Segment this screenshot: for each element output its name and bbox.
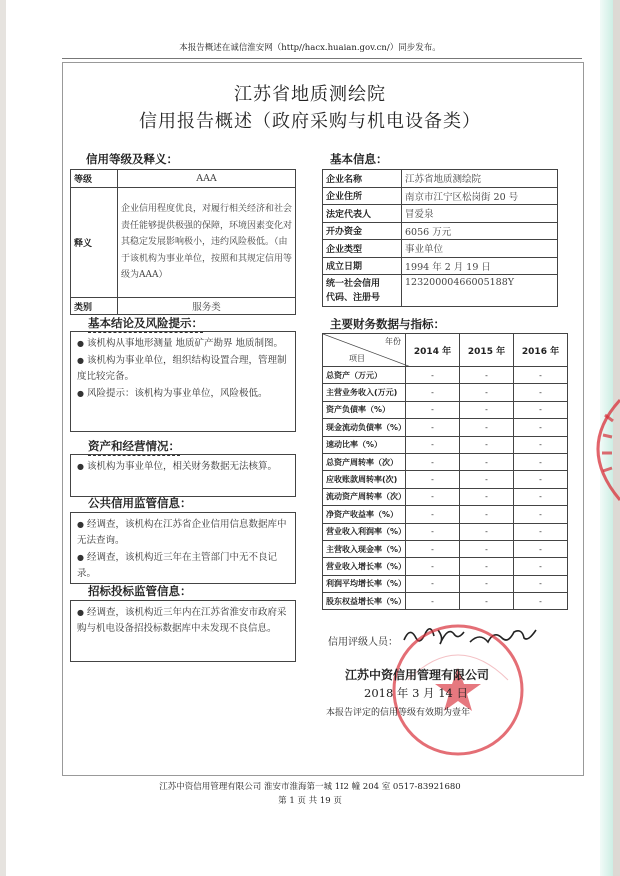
- financial-corner-cell: [323, 334, 406, 367]
- assets-item: ● 该机构为事业单位，相关财务数据无法核算。: [77, 461, 277, 472]
- financial-cell: -: [460, 575, 514, 592]
- financial-cell: -: [406, 453, 460, 470]
- financial-cell: -: [460, 453, 514, 470]
- financial-cell: -: [406, 575, 460, 592]
- financial-cell: -: [460, 558, 514, 575]
- top-rule: [62, 58, 582, 59]
- public-credit-box: [70, 512, 296, 584]
- financial-row: [323, 506, 568, 523]
- risk-item: ● 风险提示：该机构为事业单位，风险极低。: [77, 388, 268, 399]
- financial-cell: -: [514, 419, 568, 436]
- financial-row-label: 主营收入现金率（%）: [323, 540, 406, 557]
- financial-rows: [323, 367, 568, 610]
- financial-row-label: 主营业务收入(万元): [323, 384, 406, 401]
- risk-item: ● 该机构为事业单位，组织结构设置合理，管理制度比较完备。: [77, 355, 287, 382]
- credit-code-value: 12320000466005188Y: [402, 275, 558, 307]
- financial-row-label: 总资产（万元）: [323, 367, 406, 384]
- category-value: 服务类: [118, 298, 296, 315]
- financial-cell: -: [406, 419, 460, 436]
- financial-cell: -: [460, 471, 514, 488]
- financial-cell: -: [460, 488, 514, 505]
- year-header: 2015 年: [460, 334, 514, 367]
- financial-row-label: 流动资产周转率（次）: [323, 488, 406, 505]
- capital-value: 6056 万元: [402, 222, 558, 240]
- capital-label: 开办资金: [323, 222, 402, 240]
- financial-row: [323, 540, 568, 557]
- rating-date: 2018 年 3 月 14 日: [364, 686, 468, 700]
- financial-cell: -: [406, 523, 460, 540]
- legal-rep-label: 法定代表人: [323, 205, 402, 223]
- financial-cell: -: [460, 593, 514, 610]
- financial-cell: -: [514, 384, 568, 401]
- company-type-value: 事业单位: [402, 240, 558, 258]
- financial-row: [323, 575, 568, 592]
- public-credit-heading: 公共信用监管信息：: [88, 495, 192, 513]
- financial-cell: -: [406, 506, 460, 523]
- financial-cell: -: [514, 367, 568, 384]
- assets-box: [70, 454, 296, 497]
- financial-cell: -: [406, 593, 460, 610]
- company-name-label: 企业名称: [323, 170, 402, 188]
- financial-cell: -: [514, 506, 568, 523]
- credit-code-label-line1: 统一社会信用: [326, 278, 381, 289]
- risk-heading: 基本结论及风险提示：: [88, 315, 203, 333]
- financial-cell: -: [406, 384, 460, 401]
- risk-box: [70, 331, 296, 432]
- financial-cell: -: [514, 575, 568, 592]
- financial-cell: -: [406, 471, 460, 488]
- financial-cell: -: [514, 593, 568, 610]
- financial-row-label: 现金流动负债率（%）: [323, 419, 406, 436]
- basic-info-table: [322, 169, 558, 307]
- founded-date-value: 1994 年 2 月 19 日: [402, 257, 558, 275]
- financial-row-label: 资产负债率（%）: [323, 401, 406, 418]
- financial-cell: -: [406, 367, 460, 384]
- public-credit-item: ● 经调查，该机构近三年在主管部门中无不良记录。: [77, 552, 277, 579]
- financial-cell: -: [460, 367, 514, 384]
- financial-row-label: 速动比率（%）: [323, 436, 406, 453]
- financial-row: [323, 419, 568, 436]
- financial-cell: -: [514, 471, 568, 488]
- financial-row-label: 应收账款周转率(次): [323, 471, 406, 488]
- explain-text: 企业信用程度优良，对履行相关经济和社会责任能够提供极强的保障，环境因素变化对其稳定发展影响极小，违约风险极低。（由于该机构为事业单位，按照和其规定信用等级为AAA）: [118, 188, 296, 298]
- risk-item: ● 该机构从事地形测量 地质矿产勘界 地质制图。: [77, 338, 284, 349]
- founded-date-label: 成立日期: [323, 257, 402, 275]
- financial-cell: -: [514, 558, 568, 575]
- financial-cell: -: [460, 506, 514, 523]
- financial-cell: -: [406, 401, 460, 418]
- grade-label: 等级: [71, 170, 118, 188]
- financial-table: [322, 333, 568, 610]
- financial-cell: -: [514, 523, 568, 540]
- rating-company-name: 江苏中资信用管理有限公司: [345, 668, 490, 682]
- bullet-icon: ●: [77, 339, 84, 348]
- financial-cell: -: [406, 558, 460, 575]
- company-address-value: 南京市江宁区松岗街 20 号: [402, 187, 558, 205]
- year-header: 2014 年: [406, 334, 460, 367]
- report-title-company: 江苏省地质测绘院: [234, 84, 386, 105]
- basic-info-heading: 基本信息：: [330, 152, 388, 166]
- financial-cell: -: [406, 488, 460, 505]
- company-name-value: 江苏省地质测绘院: [402, 170, 558, 188]
- credit-rating-heading: 信用等级及释义：: [86, 152, 178, 166]
- report-title-type: 信用报告概述（政府采购与机电设备类）: [139, 111, 481, 132]
- financial-cell: -: [460, 523, 514, 540]
- financial-heading: 主要财务数据与指标：: [330, 317, 445, 331]
- validity-note: 本报告评定的信用等级有效期为壹年: [326, 708, 471, 718]
- financial-cell: -: [514, 488, 568, 505]
- financial-row: [323, 401, 568, 418]
- financial-row: [323, 436, 568, 453]
- credit-code-label: [323, 275, 402, 307]
- financial-cell: -: [460, 419, 514, 436]
- financial-cell: -: [406, 540, 460, 557]
- financial-row: [323, 471, 568, 488]
- financial-cell: -: [460, 384, 514, 401]
- financial-row-label: 总资产周转率（次）: [323, 453, 406, 470]
- financial-row-label: 股东权益增长率（%）: [323, 593, 406, 610]
- legal-rep-value: 冒爱泉: [402, 205, 558, 223]
- financial-row: [323, 523, 568, 540]
- corner-year-label: 年份: [385, 337, 401, 346]
- bullet-icon: ●: [77, 608, 84, 617]
- bidding-box: [70, 600, 296, 662]
- financial-row: [323, 593, 568, 610]
- bullet-icon: ●: [77, 462, 84, 471]
- footer-company-info: 江苏中资信用管理有限公司 淮安市淮海第一城 1I2 幢 204 室 0517-83921680: [159, 782, 461, 792]
- financial-row: [323, 453, 568, 470]
- financial-row-label: 营业收入增长率（%）: [323, 558, 406, 575]
- credit-rating-table: [70, 169, 296, 315]
- company-address-label: 企业住所: [323, 187, 402, 205]
- financial-cell: -: [406, 436, 460, 453]
- financial-cell: -: [514, 540, 568, 557]
- bidding-heading: 招标投标监管信息：: [88, 583, 192, 601]
- financial-row-label: 营业收入利润率（%）: [323, 523, 406, 540]
- bidding-item: ● 经调查，该机构近三年内在江苏省淮安市政府采购与机电设备招投标数据库中未发现不良信息。: [77, 607, 287, 634]
- financial-cell: -: [460, 436, 514, 453]
- financial-row: [323, 367, 568, 384]
- bullet-icon: ●: [77, 356, 84, 365]
- footer-page-number: 第 1 页 共 19 页: [278, 796, 342, 806]
- financial-row-label: 利润平均增长率（%）: [323, 575, 406, 592]
- partial-seal-edge: [575, 395, 620, 505]
- credit-code-label-line2: 代码、注册号: [326, 292, 381, 303]
- financial-cell: -: [460, 401, 514, 418]
- bullet-icon: ●: [77, 520, 84, 529]
- publication-notice: 本报告概述在诚信淮安网（http//hacx.huaian.gov.cn/）同步发布。: [179, 43, 441, 53]
- category-label: 类别: [71, 298, 118, 315]
- financial-row: [323, 384, 568, 401]
- bullet-icon: ●: [77, 553, 84, 562]
- assets-heading: 资产和经营情况：: [88, 438, 180, 456]
- evaluator-label: 信用评级人员：: [328, 637, 398, 648]
- financial-cell: -: [514, 453, 568, 470]
- public-credit-item: ● 经调查，该机构在江苏省企业信用信息数据库中无法查询。: [77, 519, 287, 546]
- bullet-icon: ●: [77, 389, 84, 398]
- financial-row-label: 净资产收益率（%）: [323, 506, 406, 523]
- financial-row: [323, 558, 568, 575]
- explain-label: 释义: [71, 188, 118, 298]
- financial-cell: -: [514, 436, 568, 453]
- year-header: 2016 年: [514, 334, 568, 367]
- grade-value: AAA: [118, 170, 296, 188]
- financial-row: [323, 488, 568, 505]
- company-type-label: 企业类型: [323, 240, 402, 258]
- corner-item-label: 项目: [349, 354, 365, 363]
- financial-cell: -: [460, 540, 514, 557]
- financial-cell: -: [514, 401, 568, 418]
